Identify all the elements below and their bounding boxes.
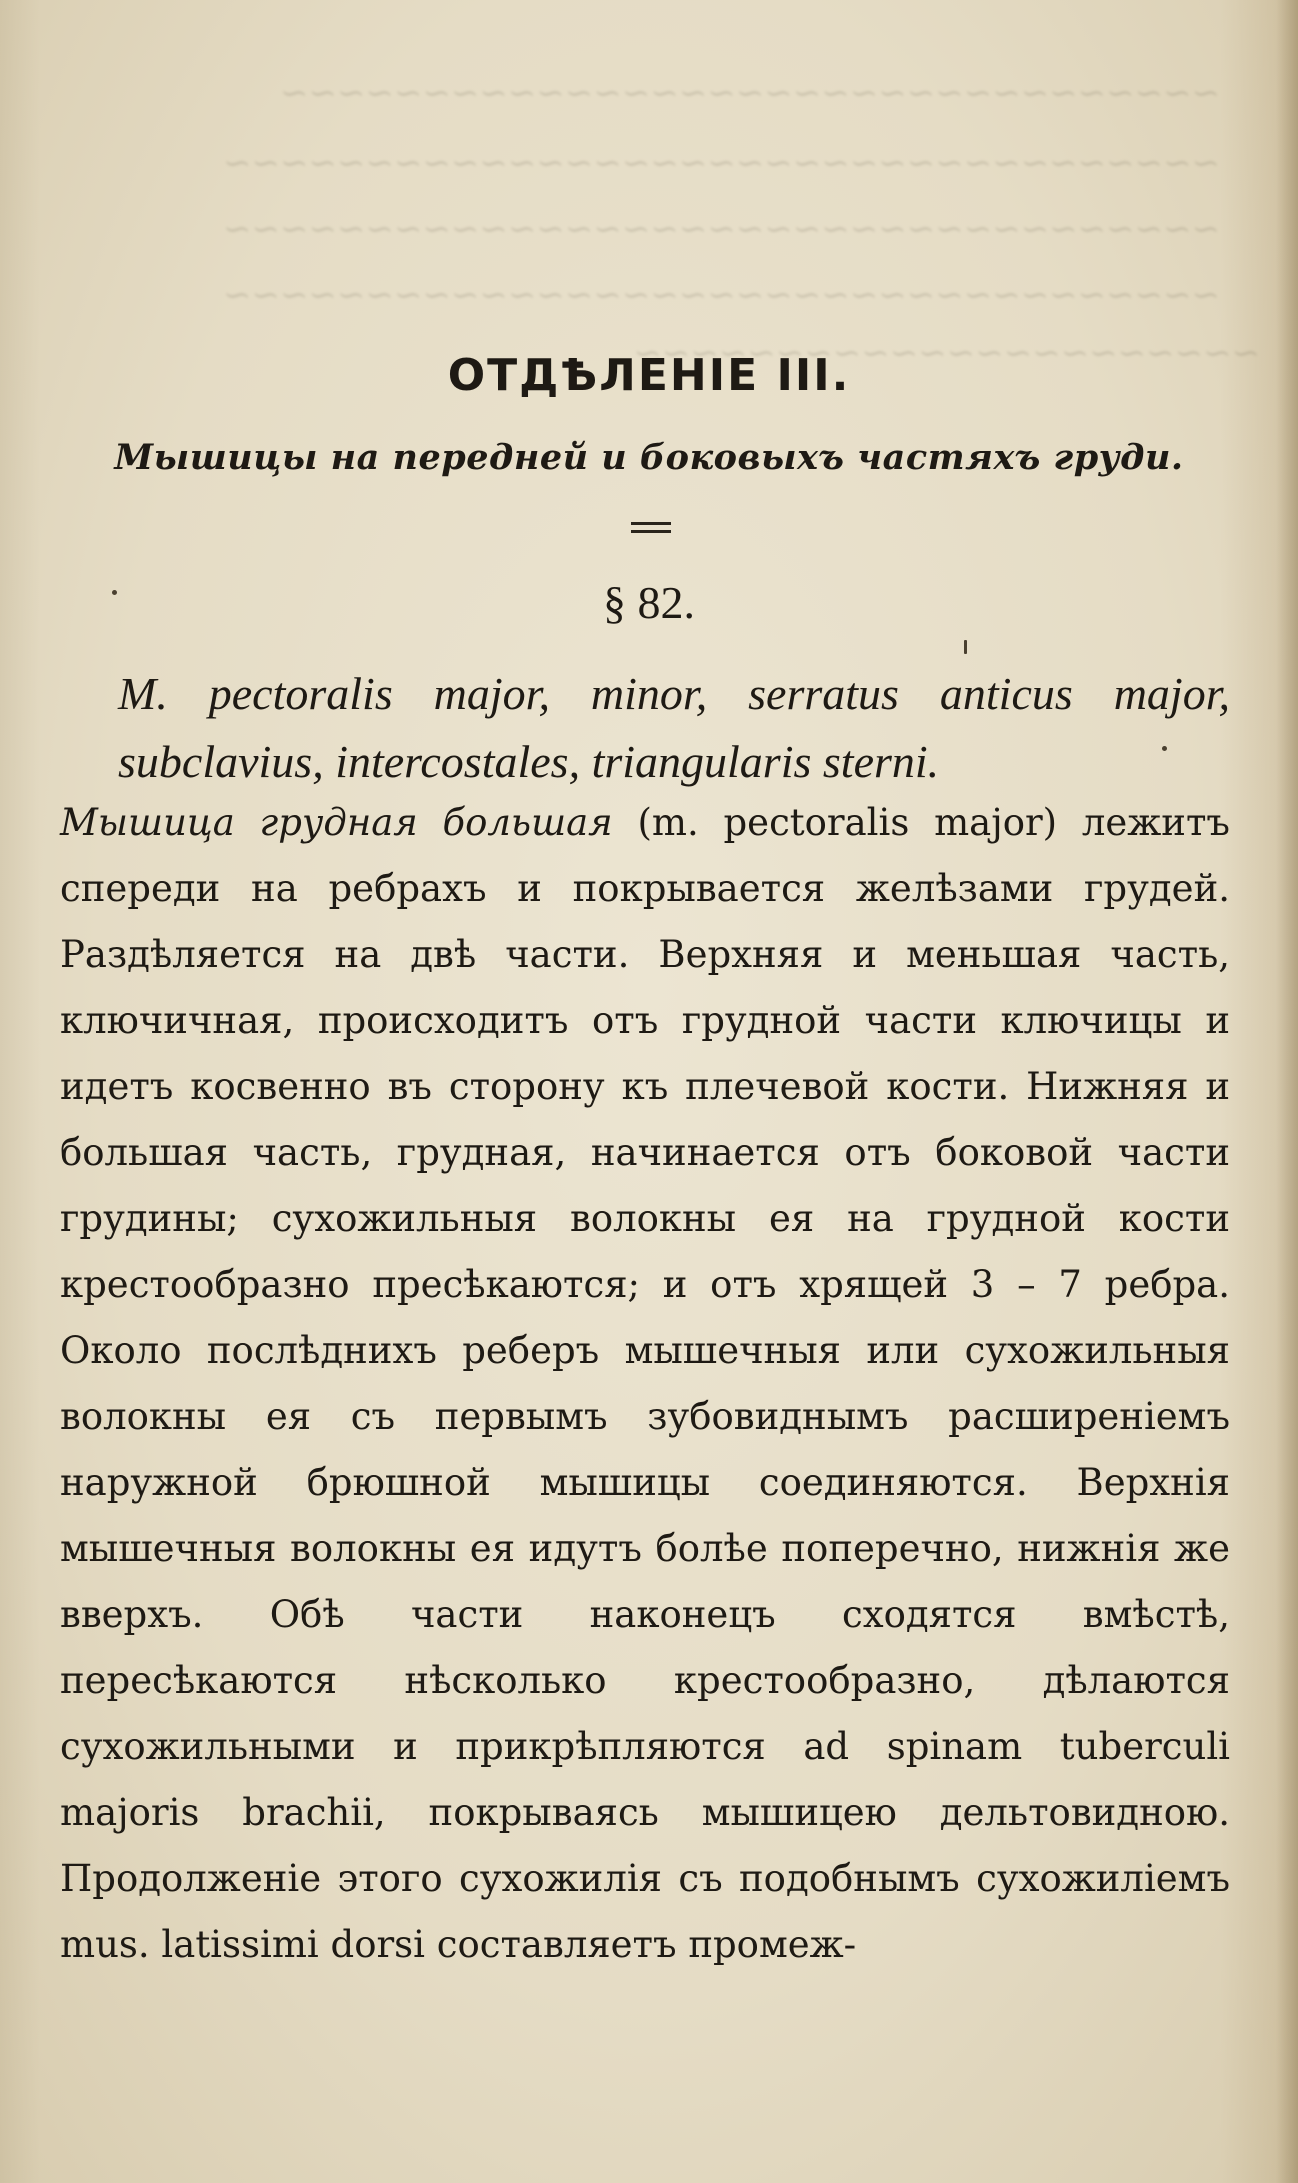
paragraph-number: § 82. [603,577,695,628]
bleed-through-text: ~~~~~~~~~~~~~~~~~~~~~~~~~~~~~~~~~~~ [222,143,1220,183]
bleed-through-text: ~~~~~~~~~~~~~~~~~~~~~~~~~~~~~~~~~~~ [222,209,1220,249]
double-rule-top [631,522,671,525]
speck-mark [964,640,967,654]
bleed-through-text: ~~~~~~~~~~~~~~~~~~~~~~~~~~~~~~~~~ [279,73,1220,113]
double-rule-bottom [631,530,671,533]
bleed-through-text: ~~~~~~~~~~~~~~~~~~~~~~~~~~~~~~~~~~~ [222,275,1220,315]
bleed-through-text: ~~~~~~~~~~~~~~~~~~~~~~ [633,333,1260,373]
page-edge-shadow [1276,0,1298,2183]
body-paragraph-text: (m. pectoralis major) лежитъ спереди на ребрахъ и покрывается желѣзами грудей. Раздѣляется на двѣ части. Верхняя и меньшая часть, ключичная, происходитъ отъ грудной части ключицы и идетъ косвенно въ сторону къ плечевой кости. Нижняя и большая часть, грудная, начинается отъ боковой части грудины; сухожильныя волокны ея на грудной кости крестообразно пресѣкаются; и отъ хрящей 3 – 7 ребра. Около послѣднихъ реберъ мышечныя или сухожильныя волокны ея съ первымъ зубовиднымъ расширенiемъ наружной брюшной мышицы соединяются. Верхнiя мышечныя волокны ея идутъ болѣе поперечно, нижнiя же вверхъ. Обѣ части наконецъ сходятся вмѣстѣ, пересѣкаются нѣсколько крестообразно, дѣлаются сухожильными и прикрѣпляются ad spinam tuberculi majoris brachii, покрываясь мышицею дельтовидною. Продолженiе этого сухожилiя съ подобнымъ сухожилiемъ mus. latissimi dorsi составляетъ промеж- [60,801,1230,1966]
section-subtitle: Мышицы на передней и боковыхъ частяхъ груди. [114,437,1184,478]
speck-mark [1162,746,1167,751]
body-paragraph [60,790,1230,1978]
muscle-list-heading: M. pectoralis major, minor, serratus anticus major, subclavius, intercostales, triangularis sterni. [118,668,1230,787]
section-title: ОТДѢЛЕНІЕ III. [447,350,851,401]
speck-mark [112,590,117,595]
body-lead-term: Мышица грудная большая [60,801,613,844]
